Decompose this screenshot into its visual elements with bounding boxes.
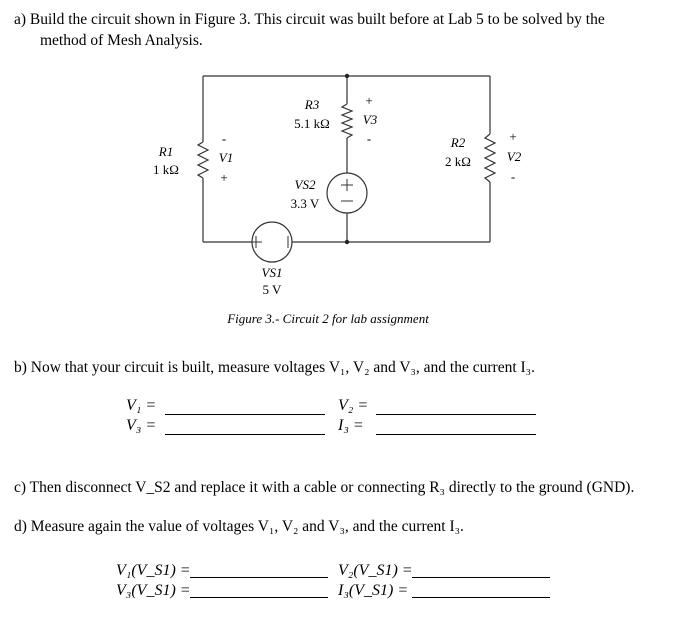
field-d-i3-blank[interactable] [412,597,550,598]
r2-value: 2 kΩ [445,154,471,169]
v3-plus: + [365,93,373,108]
r1-name: R1 [158,144,174,159]
question-a-line1: a) Build the circuit shown in Figure 3. This circuit was built before at Lab 5 to be solved by the [14,11,605,28]
field-b-v3-label: V₃ = [126,417,157,434]
v1-plus: + [220,170,228,185]
field-b-v1-blank[interactable] [165,414,325,415]
field-d-v2-blank[interactable] [412,577,550,578]
field-d-v1-blank[interactable] [190,577,328,578]
field-d-v3-label: V₃(V_S1) = [116,582,191,599]
vs2-name: VS2 [294,177,316,192]
field-b-v3-blank[interactable] [165,434,325,435]
field-b-i3-blank[interactable] [376,434,536,435]
field-b-i3-label: I₃ = [338,417,364,434]
junction-bottom [345,240,349,244]
v2-minus: - [510,169,516,184]
figure-caption: Figure 3.- Circuit 2 for lab assignment [227,311,429,326]
v2-plus: + [509,129,517,144]
field-b-v2-label: V₂ = [338,397,369,414]
field-d-v3-blank[interactable] [190,597,328,598]
r3-value: 5.1 kΩ [294,116,330,131]
field-d-v2-label: V₂(V_S1) = [338,562,413,579]
vs2-value: 3.3 V [290,196,320,211]
v1-minus: - [221,131,227,146]
r3-name: R3 [304,97,320,112]
v3-label: V3 [362,112,378,127]
field-b-v1-label: V₁ = [126,397,157,414]
vs1-value: 5 V [262,282,282,297]
junction-top [345,74,349,78]
resistor-r3 [342,104,352,138]
field-d-v1-label: V₁(V_S1) = [116,562,191,579]
r2-name: R2 [450,135,466,150]
circuit-diagram [0,60,688,370]
v3-minus: - [366,131,372,146]
question-c: c) Then disconnect V_S2 and replace it with a cable or connecting R₃ directly to the ground (GND). [14,479,635,496]
r1-value: 1 kΩ [153,162,179,177]
v2-label: V2 [506,149,522,164]
question-d: d) Measure again the value of voltages V₁, V₂ and V₃, and the current I₃. [14,518,464,535]
field-d-i3-label: I₃(V_S1) = [338,582,409,599]
v1-label: V1 [218,150,234,165]
vs1-name: VS1 [261,265,283,280]
resistor-r2 [485,134,495,182]
resistor-r1 [198,142,208,178]
question-a-line2: method of Mesh Analysis. [40,32,203,49]
field-b-v2-blank[interactable] [376,414,536,415]
question-b: b) Now that your circuit is built, measure voltages V₁, V₂ and V₃, and the current I₃. [14,359,535,376]
